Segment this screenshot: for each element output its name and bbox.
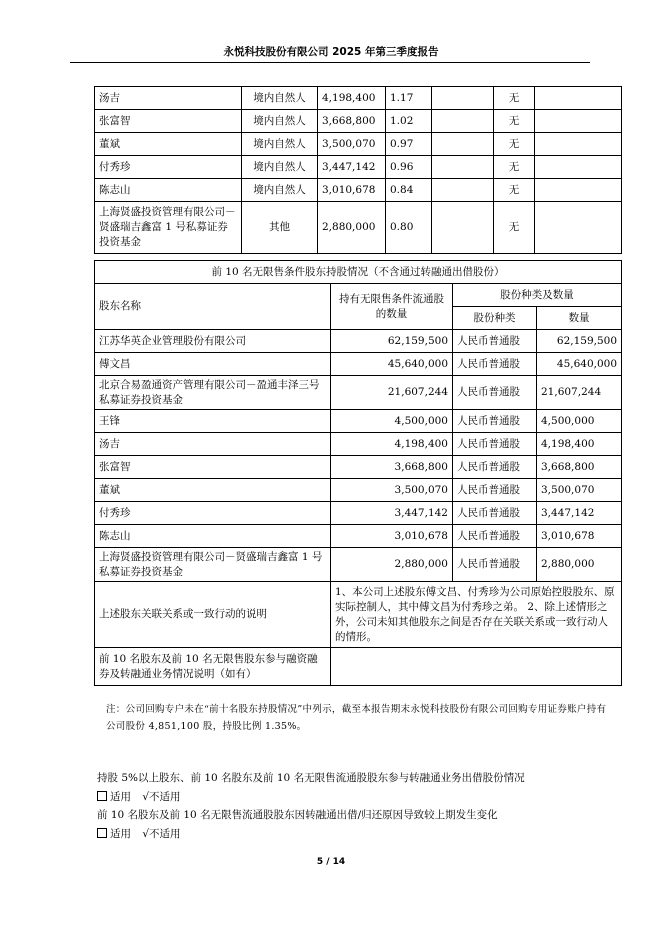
table-row bbox=[95, 502, 622, 525]
cell-cls: 人民币普通股 bbox=[453, 525, 537, 548]
unrestricted-table-title: 前 10 名无限售条件股东持股情况（不含通过转融通出借股份） bbox=[95, 261, 622, 284]
cell-status: 无 bbox=[494, 110, 535, 133]
cell-name: 董斌 bbox=[95, 133, 242, 156]
change-section bbox=[97, 806, 498, 844]
table-row bbox=[95, 479, 622, 502]
table-row bbox=[95, 156, 622, 179]
cell-cls: 人民币普通股 bbox=[453, 376, 537, 410]
cell-cls: 人民币普通股 bbox=[453, 548, 537, 582]
table-row bbox=[95, 548, 622, 582]
cell-ratio: 0.97 bbox=[386, 133, 432, 156]
lending-section-text: 持股 5%以上股东、前 10 名股东及前 10 名无限售流通股股东参与转融通业务出借股份情况 bbox=[97, 772, 525, 784]
col-header-class: 股份种类 bbox=[453, 307, 537, 330]
table-row bbox=[95, 433, 622, 456]
cell-qty: 21,607,244 bbox=[331, 376, 453, 410]
cell-name: 陈志山 bbox=[95, 525, 331, 548]
cell-name: 汤吉 bbox=[95, 433, 331, 456]
table-row bbox=[95, 376, 622, 410]
cell-count: 3,668,800 bbox=[537, 456, 622, 479]
cell-count: 62,159,500 bbox=[537, 330, 622, 353]
cell-cls: 人民币普通股 bbox=[453, 353, 537, 376]
col-header-class-group: 股份种类及数量 bbox=[453, 284, 622, 307]
cell-status: 无 bbox=[494, 156, 535, 179]
cell-restricted bbox=[432, 179, 494, 202]
cell-name: 北京合易盈通资产管理有限公司－盈通丰泽三号私募证券投资基金 bbox=[95, 376, 331, 410]
cell-type: 其他 bbox=[242, 202, 318, 254]
buyback-note: 注：公司回购专户未在“前十名股东持股情况”中列示，截至本报告期末永悦科技股份有限公司回购专用证券账户持有公司股份 4,851,100 股，持股比例 1.35%。 bbox=[106, 704, 607, 732]
cell-name: 张富智 bbox=[95, 456, 331, 479]
table-row bbox=[95, 410, 622, 433]
lending-not-applicable: √不适用 bbox=[142, 791, 181, 803]
cell-count: 3,010,678 bbox=[537, 525, 622, 548]
table-row bbox=[95, 353, 622, 376]
cell-restricted bbox=[432, 87, 494, 110]
cell-name: 王锋 bbox=[95, 410, 331, 433]
change-applicable: 适用 bbox=[110, 828, 131, 840]
cell-name: 上海贤盛投资管理有限公司－贤盛瑞吉鑫富 1 号私募证券投资基金 bbox=[95, 548, 331, 582]
margin-text bbox=[331, 648, 622, 686]
cell-cls: 人民币普通股 bbox=[453, 433, 537, 456]
cell-restricted bbox=[432, 202, 494, 254]
cell-name: 汤吉 bbox=[95, 87, 242, 110]
cell-ratio: 1.02 bbox=[386, 110, 432, 133]
report-header: 永悦科技股份有限公司 2025 年第三季度报告 bbox=[223, 46, 439, 58]
table-row bbox=[95, 179, 622, 202]
cell-status: 无 bbox=[494, 179, 535, 202]
cell-qty bbox=[535, 179, 622, 202]
relation-label: 上述股东关联关系或一致行动的说明 bbox=[95, 582, 331, 648]
cell-qty: 45,640,000 bbox=[331, 353, 453, 376]
cell-shares: 3,500,070 bbox=[318, 133, 386, 156]
cell-restricted bbox=[432, 133, 494, 156]
cell-count: 4,198,400 bbox=[537, 433, 622, 456]
cell-ratio: 0.80 bbox=[386, 202, 432, 254]
cell-cls: 人民币普通股 bbox=[453, 502, 537, 525]
cell-cls: 人民币普通股 bbox=[453, 456, 537, 479]
cell-name: 陈志山 bbox=[95, 179, 242, 202]
cell-cls: 人民币普通股 bbox=[453, 479, 537, 502]
col-header-count: 数量 bbox=[537, 307, 622, 330]
table-row bbox=[95, 133, 622, 156]
table-row bbox=[95, 456, 622, 479]
unrestricted-shareholders-table bbox=[94, 260, 622, 686]
header-rule bbox=[70, 62, 590, 63]
cell-name: 上海贤盛投资管理有限公司－贤盛瑞吉鑫富 1 号私募证券投资基金 bbox=[95, 202, 242, 254]
cell-type: 境内自然人 bbox=[242, 133, 318, 156]
cell-ratio: 0.84 bbox=[386, 179, 432, 202]
cell-count: 3,500,070 bbox=[537, 479, 622, 502]
cell-qty: 4,198,400 bbox=[331, 433, 453, 456]
cell-ratio: 1.17 bbox=[386, 87, 432, 110]
cell-shares: 3,447,142 bbox=[318, 156, 386, 179]
table-row bbox=[95, 330, 622, 353]
cell-qty bbox=[535, 87, 622, 110]
cell-qty: 62,159,500 bbox=[331, 330, 453, 353]
cell-type: 境内自然人 bbox=[242, 156, 318, 179]
cell-count: 21,607,244 bbox=[537, 376, 622, 410]
cell-name: 傅文昌 bbox=[95, 353, 331, 376]
cell-name: 付秀珍 bbox=[95, 156, 242, 179]
table-row bbox=[95, 202, 622, 254]
cell-cls: 人民币普通股 bbox=[453, 330, 537, 353]
cell-name: 张富智 bbox=[95, 110, 242, 133]
lending-applicable: 适用 bbox=[110, 791, 131, 803]
margin-label: 前 10 名股东及前 10 名无限售股东参与融资融券及转融通业务情况说明（如有） bbox=[95, 648, 331, 686]
change-section-text: 前 10 名股东及前 10 名无限售流通股股东因转融通出借/归还原因导致较上期发生变化 bbox=[97, 809, 498, 821]
cell-count: 2,880,000 bbox=[537, 548, 622, 582]
cell-status: 无 bbox=[494, 202, 535, 254]
cell-shares: 3,668,800 bbox=[318, 110, 386, 133]
lending-section bbox=[97, 769, 525, 807]
cell-name: 董斌 bbox=[95, 479, 331, 502]
cell-qty bbox=[535, 202, 622, 254]
top10-shareholders-table-tail bbox=[94, 86, 622, 254]
change-not-applicable: √不适用 bbox=[142, 828, 181, 840]
cell-qty bbox=[535, 156, 622, 179]
col-header-qty: 持有无限售条件流通股的数量 bbox=[331, 284, 453, 330]
cell-qty bbox=[535, 133, 622, 156]
cell-status: 无 bbox=[494, 87, 535, 110]
cell-shares: 3,010,678 bbox=[318, 179, 386, 202]
cell-cls: 人民币普通股 bbox=[453, 410, 537, 433]
cell-restricted bbox=[432, 110, 494, 133]
table-row bbox=[95, 525, 622, 548]
cell-count: 3,447,142 bbox=[537, 502, 622, 525]
relation-text: 1、本公司上述股东傅文昌、付秀珍为公司原始控股股东、原实际控制人，其中傅文昌为付秀珍之弟。 2、除上述情形之外，公司未知其他股东之间是否存在关联关系或一致行动人的情形。 bbox=[331, 582, 622, 648]
cell-type: 境内自然人 bbox=[242, 110, 318, 133]
table-row bbox=[95, 110, 622, 133]
cell-qty: 2,880,000 bbox=[331, 548, 453, 582]
cell-shares: 2,880,000 bbox=[318, 202, 386, 254]
cell-shares: 4,198,400 bbox=[318, 87, 386, 110]
cell-qty: 4,500,000 bbox=[331, 410, 453, 433]
cell-qty: 3,447,142 bbox=[331, 502, 453, 525]
page-number: 5 / 14 bbox=[316, 857, 346, 867]
cell-count: 4,500,000 bbox=[537, 410, 622, 433]
cell-name: 江苏华英企业管理股份有限公司 bbox=[95, 330, 331, 353]
cell-qty: 3,010,678 bbox=[331, 525, 453, 548]
cell-name: 付秀珍 bbox=[95, 502, 331, 525]
cell-qty: 3,500,070 bbox=[331, 479, 453, 502]
cell-ratio: 0.96 bbox=[386, 156, 432, 179]
checkbox-icon bbox=[97, 828, 107, 838]
cell-qty: 3,668,800 bbox=[331, 456, 453, 479]
cell-status: 无 bbox=[494, 133, 535, 156]
table-row bbox=[95, 87, 622, 110]
cell-restricted bbox=[432, 156, 494, 179]
cell-type: 境内自然人 bbox=[242, 179, 318, 202]
cell-type: 境内自然人 bbox=[242, 87, 318, 110]
cell-count: 45,640,000 bbox=[537, 353, 622, 376]
col-header-name: 股东名称 bbox=[95, 284, 331, 330]
cell-qty bbox=[535, 110, 622, 133]
checkbox-icon bbox=[97, 791, 107, 801]
